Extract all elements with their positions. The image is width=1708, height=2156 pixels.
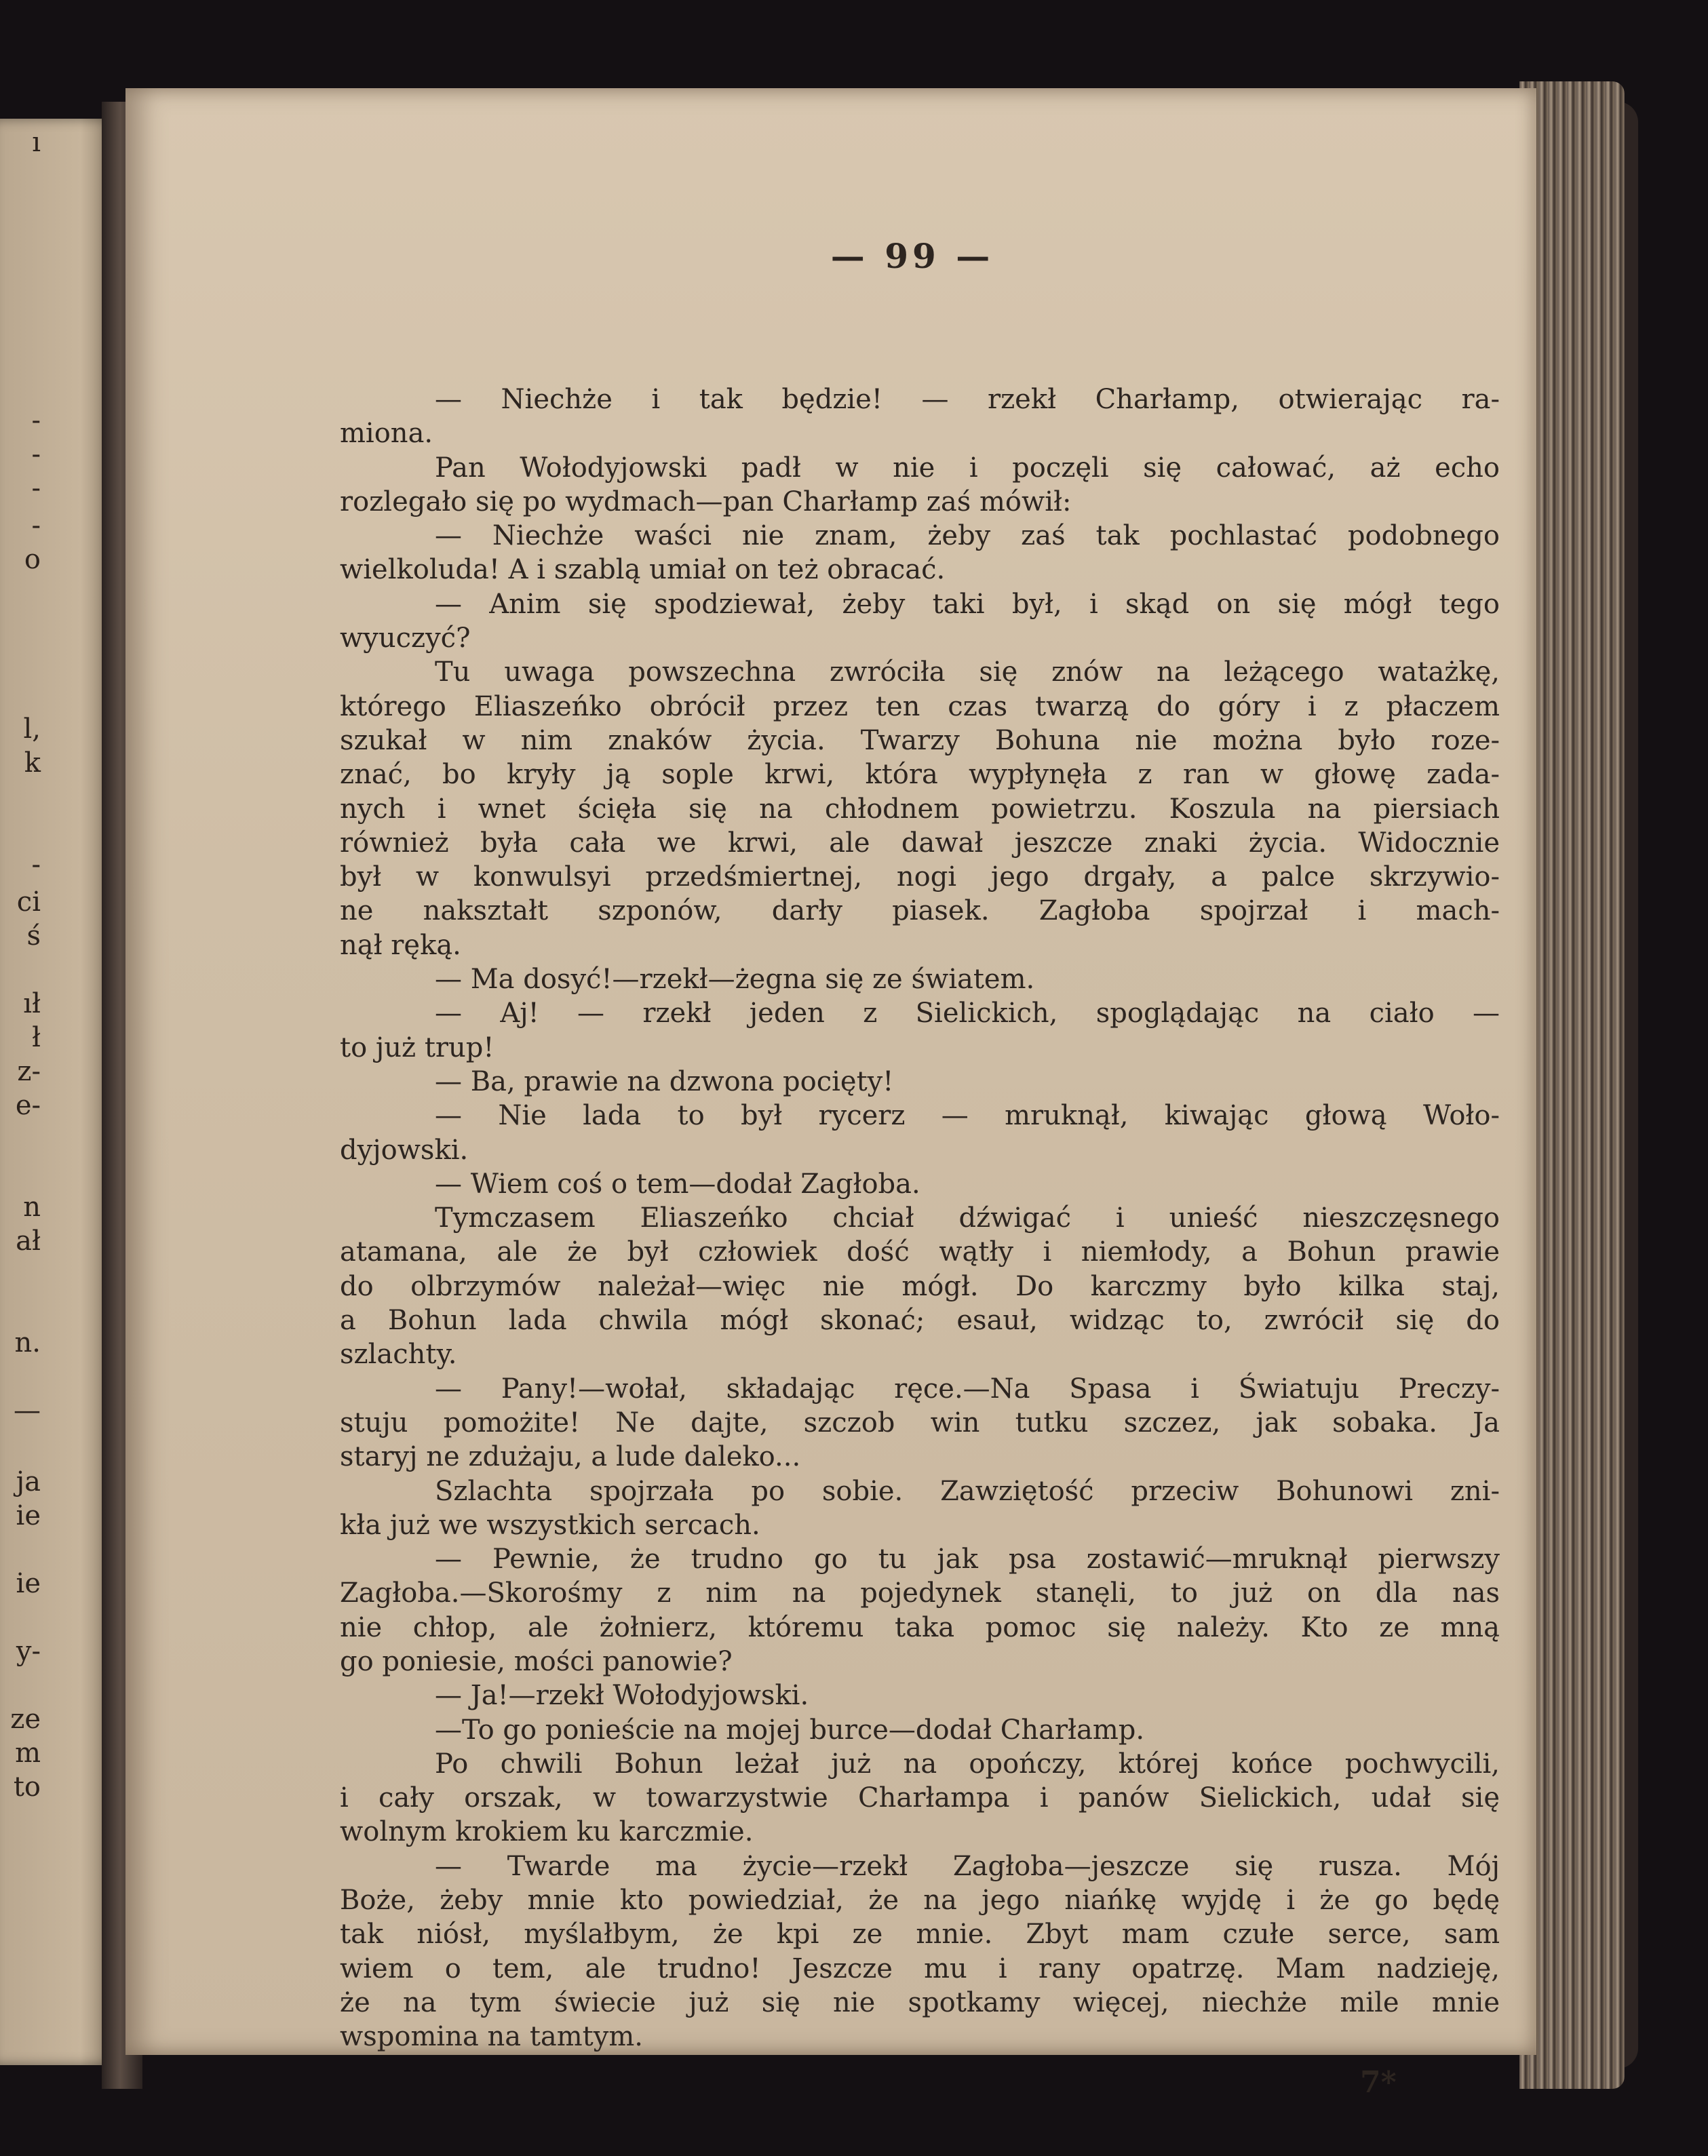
left-page-fragment: ie	[16, 1500, 41, 1531]
left-page-fragment: -	[31, 473, 41, 504]
text-line: również była cała we krwi, ale dawał jeszcze znaki życia. Widocznie	[340, 827, 1500, 859]
left-page-fragment: ı	[32, 127, 41, 158]
text-line: znać, bo kryły ją sople krwi, która wypłynęła z ran w głowę zada-	[340, 759, 1500, 791]
left-page-fragment: ł	[32, 1022, 41, 1053]
text-line: nych i wnet ścięła się na chłodnem powietrzu. Koszula na piersiach	[340, 793, 1500, 825]
text-line: do olbrzymów należał—więc nie mógł. Do karczmy było kilka staj,	[340, 1270, 1500, 1302]
left-page-fragment: ał	[16, 1226, 41, 1257]
text-line: atamana, ale że był człowiek dość wątły i niemłody, a Bohun prawie	[340, 1236, 1500, 1268]
text-line: którego Eliaszeńko obrócił przez ten czas twarzą do góry i z płaczem	[340, 690, 1500, 722]
text-line: dyjowski.	[340, 1134, 469, 1166]
left-page-fragment: l,	[23, 713, 41, 745]
text-line: wspomina na tamtym.	[340, 2021, 643, 2053]
text-line: Tu uwaga powszechna zwróciła się znów na leżącego watażkę,	[435, 656, 1500, 688]
text-line: — Twarde ma życie—rzekł Zagłoba—jeszcze się rusza. Mój	[435, 1850, 1500, 1882]
left-page-fragment: -	[31, 405, 41, 436]
text-line: Tymczasem Eliaszeńko chciał dźwigać i unieść nieszczęsnego	[435, 1202, 1500, 1234]
left-facing-page	[0, 119, 115, 2065]
left-page-fragment: e-	[15, 1090, 41, 1121]
text-line: — Pewnie, że trudno go tu jak psa zostawić—mruknął pierwszy	[435, 1544, 1500, 1575]
text-line: wyuczyć?	[340, 623, 471, 654]
text-line: Zagłoba.—Skorośmy z nim na pojedynek stanęli, to już on dla nas	[340, 1577, 1500, 1609]
left-page-fragment: ie	[16, 1568, 41, 1599]
text-line: a Bohun lada chwila mógł skonać; esauł, widząc to, zwrócił się do	[340, 1305, 1500, 1337]
text-line: stuju pomożite! Ne dajte, szczob win tutku szczez, jak sobaka. Ja	[340, 1407, 1500, 1438]
text-line: — Pany!—wołał, składając ręce.—Na Spasa i Światuju Preczy-	[435, 1373, 1500, 1405]
left-page-fragment: -	[31, 439, 41, 470]
text-line: — Niechże i tak będzie! — rzekł Charłamp, otwierając ra-	[435, 384, 1500, 415]
text-line: szlachty.	[340, 1339, 457, 1371]
text-line: — Ma dosyć!—rzekł—żegna się ze światem.	[435, 964, 1035, 996]
text-line: — Anim się spodziewał, żeby taki był, i skąd on się mógł tego	[435, 588, 1500, 620]
text-line: ne nakształt szponów, darły piasek. Zagłoba spojrzał i mach-	[340, 895, 1500, 927]
text-line: go poniesie, mości panowie?	[340, 1645, 733, 1677]
text-line: miona.	[340, 418, 433, 450]
signature-mark: 7*	[1360, 2065, 1397, 2100]
text-line: — Niechże waści nie znam, żeby zaś tak pochlastać podobnego	[435, 520, 1500, 552]
left-page-fragment: ıł	[23, 988, 41, 1019]
left-page-fragment: y-	[16, 1636, 41, 1667]
text-line: wielkoluda! A i szablą umiał on też obracać.	[340, 554, 946, 586]
text-line: rozlegało się po wydmach—pan Charłamp zaś mówił:	[340, 486, 1072, 517]
text-line: — Ja!—rzekł Wołodyjowski.	[435, 1680, 809, 1712]
page-text	[340, 383, 1500, 2054]
text-line: że na tym świecie już się nie spotkamy więcej, niechże mile mnie	[340, 1986, 1500, 2018]
left-page-fragment: —	[14, 1395, 41, 1426]
text-line: — Nie lada to był rycerz — mruknął, kiwając głową Woło-	[435, 1100, 1500, 1132]
left-page-fragment: ś	[26, 920, 41, 952]
text-line: — Wiem coś o tem—dodał Zagłoba.	[435, 1168, 920, 1200]
book-page	[125, 88, 1536, 2100]
left-page-fragment: n	[23, 1192, 41, 1223]
text-line: wolnym krokiem ku karczmie.	[340, 1816, 754, 1848]
left-page-fragment: k	[24, 747, 41, 779]
text-line: nął ręką.	[340, 929, 461, 961]
text-line: Po chwili Bohun leżał już na opończy, której końce pochwycili,	[435, 1748, 1500, 1780]
text-line: wiem o tem, ale trudno! Jeszcze mu i rany opatrzę. Mam nadzieję,	[340, 1953, 1500, 1984]
text-line: Boże, żeby mnie kto powiedział, że na jego niańkę wyjdę i że go będę	[340, 1885, 1500, 1917]
left-page-fragment: ci	[16, 886, 41, 918]
page-number: — 99 —	[830, 236, 994, 276]
text-line: tak niósł, myślałbym, że kpi ze mnie. Zbyt mam czułe serce, sam	[340, 1919, 1500, 1951]
text-line: nie chłop, ale żołnierz, któremu taka pomoc się należy. Kto ze mną	[340, 1611, 1500, 1643]
left-page-fragment: z-	[17, 1056, 41, 1087]
text-line: kła już we wszystkich sercach.	[340, 1509, 760, 1541]
text-line: Pan Wołodyjowski padł w nie i poczęli się całować, aż echo	[435, 452, 1500, 484]
left-page-fragment: -	[31, 849, 41, 880]
text-line: Szlachta spojrzała po sobie. Zawziętość przeciw Bohunowi zni-	[435, 1475, 1500, 1507]
left-page-fragment: ze	[10, 1704, 41, 1735]
left-page-fragment: to	[13, 1771, 41, 1803]
text-line: staryj ne zdużaju, a lude daleko...	[340, 1441, 801, 1473]
text-line: szukał w nim znaków życia. Twarzy Bohuna nie można było roze-	[340, 724, 1500, 756]
text-line: był w konwulsyi przedśmiertnej, nogi jego drgały, a palce skrzywio-	[340, 861, 1500, 893]
left-page-fragment: n.	[14, 1327, 41, 1358]
left-page-fragment: m	[15, 1738, 41, 1769]
text-line: to już trup!	[340, 1032, 494, 1063]
text-line: — Aj! — rzekł jeden z Sielickich, spoglądając na ciało —	[435, 998, 1500, 1030]
text-line: — Ba, prawie na dzwona pocięty!	[435, 1065, 894, 1097]
text-line: —To go ponieście na mojej burce—dodał Charłamp.	[435, 1714, 1145, 1746]
left-page-fragment: o	[24, 544, 41, 575]
left-page-fragment: -	[31, 510, 41, 541]
text-line: i cały orszak, w towarzystwie Charłampa i panów Sielickich, udał się	[340, 1782, 1500, 1814]
left-page-fragment: ja	[16, 1466, 41, 1497]
